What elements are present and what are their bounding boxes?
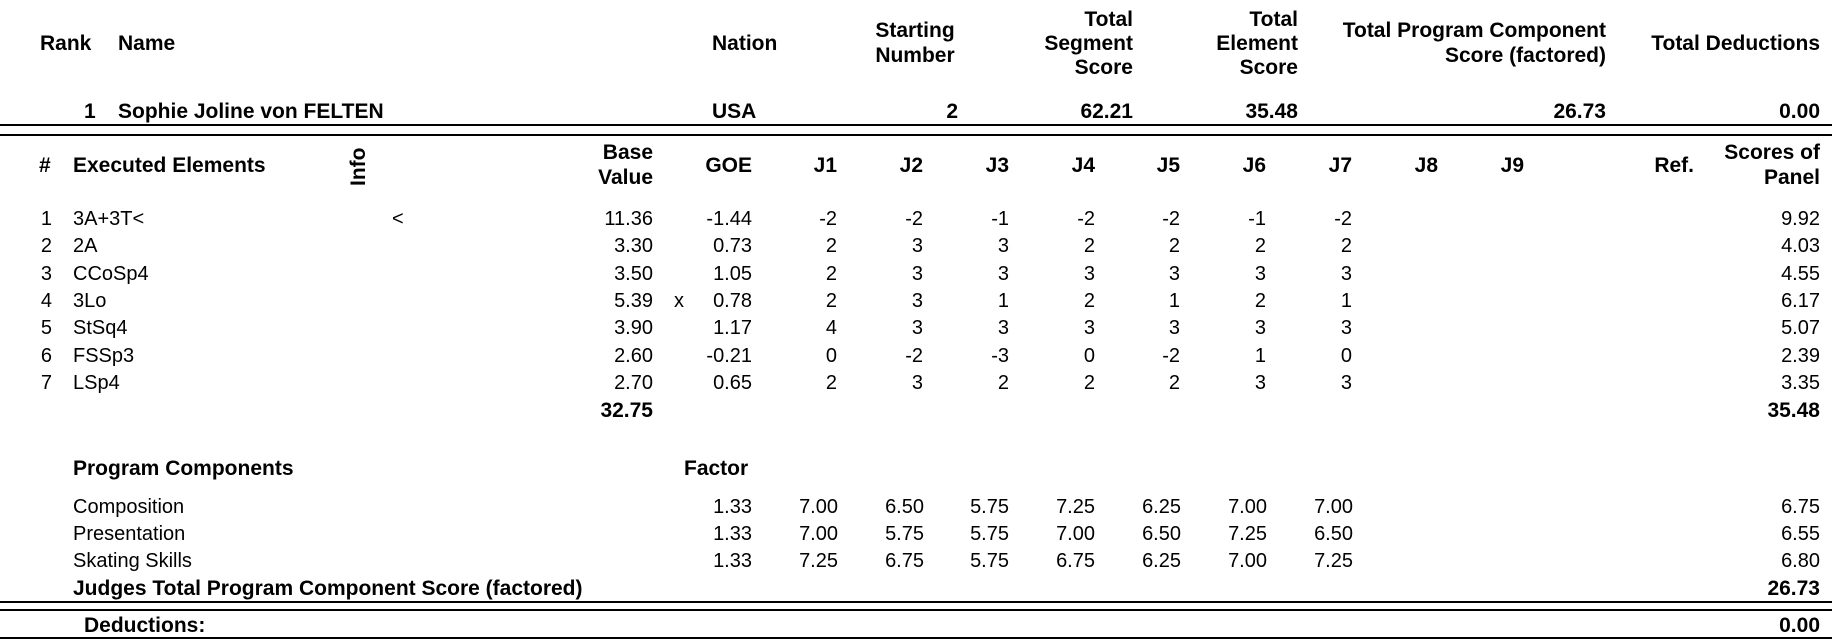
col-info-header: Info — [347, 147, 370, 186]
col-j3-header: J3 — [985, 154, 1009, 177]
element-judge-score: -1 — [991, 208, 1009, 230]
element-judge-score: -2 — [1162, 344, 1180, 367]
col-executed-elements-header: Executed Elements — [73, 154, 266, 177]
skater-element-score: 35.48 — [1245, 100, 1298, 123]
element-base-value: 5.39 — [614, 289, 653, 312]
col-base-value-header-line2: Value — [598, 166, 653, 189]
component-name: Skating Skills — [73, 550, 192, 572]
col-j1-header: J1 — [813, 154, 837, 177]
component-judge-score: 5.75 — [970, 523, 1009, 545]
element-panel-score: 9.92 — [1781, 208, 1820, 230]
component-judge-score: 5.75 — [970, 550, 1009, 572]
element-goe: 0.65 — [713, 371, 752, 394]
divider-line — [0, 637, 1832, 639]
col-panel-header-line2: Panel — [1763, 166, 1820, 189]
element-judge-score: 3 — [1168, 262, 1180, 285]
element-judge-score: 3 — [1340, 371, 1352, 394]
element-judge-score: 3 — [911, 289, 923, 312]
col-j5-header: J5 — [1156, 154, 1180, 177]
skater-deductions: 0.00 — [1779, 100, 1820, 123]
component-judge-score: 7.00 — [799, 496, 838, 518]
element-judge-score: 0 — [1340, 344, 1352, 367]
component-judge-score: 6.25 — [1142, 496, 1181, 518]
col-goe-header: GOE — [705, 154, 752, 177]
component-factor: 1.33 — [713, 496, 752, 518]
header-rank: Rank — [40, 32, 92, 55]
element-judge-score: 3 — [1340, 317, 1352, 340]
header-total-deductions: Total Deductions — [1651, 32, 1820, 55]
element-panel-score: 5.07 — [1781, 317, 1820, 340]
component-judge-score: 7.25 — [1314, 550, 1353, 572]
component-judge-score: 5.75 — [885, 523, 924, 545]
element-judge-score: 2 — [1254, 289, 1266, 312]
element-judge-score: 4 — [825, 317, 837, 340]
component-judge-score: 7.25 — [1056, 496, 1095, 518]
element-goe: -1.44 — [706, 208, 752, 230]
element-goe: 1.05 — [713, 262, 752, 285]
header-element-score-line1: Total — [1249, 8, 1298, 31]
element-judge-score: 1 — [1254, 344, 1266, 367]
col-panel-header-line1: Scores of — [1724, 141, 1820, 164]
element-judge-score: 2 — [1083, 289, 1095, 312]
component-judge-score: 6.75 — [1056, 550, 1095, 572]
divider-line — [0, 124, 1832, 126]
element-panel-score: 6.17 — [1781, 289, 1820, 312]
element-panel-score: 2.39 — [1781, 344, 1820, 367]
component-panel-score: 6.80 — [1781, 550, 1820, 572]
element-judge-score: 2 — [1083, 371, 1095, 394]
component-judge-score: 6.50 — [1314, 523, 1353, 545]
divider-line — [0, 601, 1832, 603]
element-judge-score: -3 — [991, 344, 1009, 367]
component-factor: 1.33 — [713, 550, 752, 572]
element-name: 3Lo — [73, 289, 107, 312]
elements-total-base: 32.75 — [600, 399, 653, 422]
element-base-value: 2.70 — [614, 371, 653, 394]
element-panel-score: 4.55 — [1781, 262, 1820, 285]
component-judge-score: 7.00 — [1228, 550, 1267, 572]
element-judge-score: -2 — [819, 208, 837, 230]
element-name: 3A+3T< — [73, 208, 145, 230]
element-judge-score: 2 — [825, 235, 837, 258]
header-name: Name — [118, 32, 176, 55]
element-judge-score: 2 — [1168, 235, 1180, 258]
divider-line — [0, 609, 1832, 611]
header-segment-score-line1: Total — [1084, 8, 1133, 31]
element-judge-score: -1 — [1248, 208, 1266, 230]
component-name: Composition — [73, 496, 185, 518]
component-judge-score: 7.00 — [1228, 496, 1267, 518]
element-judge-score: 2 — [1168, 371, 1180, 394]
deductions-value: 0.00 — [1779, 614, 1820, 637]
element-panel-score: 4.03 — [1781, 235, 1820, 258]
element-goe: 0.78 — [713, 289, 752, 312]
factor-heading: Factor — [684, 457, 749, 480]
col-j7-header: J7 — [1328, 154, 1352, 177]
element-judge-score: 2 — [825, 289, 837, 312]
element-judge-score: 1 — [1168, 289, 1180, 312]
header-pcs-line2: Score (factored) — [1444, 44, 1606, 67]
component-judge-score: 7.25 — [799, 550, 838, 572]
component-judge-score: 6.50 — [1142, 523, 1181, 545]
col-j6-header: J6 — [1242, 154, 1266, 177]
skater-segment-score: 62.21 — [1080, 100, 1133, 123]
divider-line — [0, 134, 1832, 136]
component-judge-score: 7.00 — [1056, 523, 1095, 545]
element-judge-score: 0 — [1083, 344, 1095, 367]
header-pcs-line1: Total Program Component — [1342, 19, 1606, 42]
element-base-value: 3.30 — [614, 235, 653, 258]
element-judge-score: -2 — [1077, 208, 1095, 230]
element-judge-score: 2 — [1083, 235, 1095, 258]
deductions-label: Deductions: — [84, 614, 206, 637]
element-number: 6 — [40, 344, 52, 367]
element-name: StSq4 — [73, 317, 128, 340]
component-judge-score: 5.75 — [970, 496, 1009, 518]
component-panel-score: 6.55 — [1781, 523, 1820, 545]
element-bonus-mark: x — [674, 289, 684, 312]
element-judge-score: 3 — [1083, 262, 1095, 285]
components-total-value: 26.73 — [1767, 577, 1820, 600]
element-goe: 0.73 — [713, 235, 752, 258]
col-number-header: # — [39, 154, 51, 177]
component-judge-score: 6.75 — [885, 550, 924, 572]
element-panel-score: 3.35 — [1781, 371, 1820, 394]
element-base-value: 2.60 — [614, 344, 653, 367]
element-judge-score: 2 — [825, 262, 837, 285]
element-judge-score: 1 — [997, 289, 1009, 312]
component-panel-score: 6.75 — [1781, 496, 1820, 518]
element-judge-score: 2 — [1340, 235, 1352, 258]
element-judge-score: 2 — [1254, 235, 1266, 258]
element-base-value: 11.36 — [604, 208, 653, 230]
element-judge-score: 3 — [911, 235, 923, 258]
header-starting-number-line1: Starting — [875, 19, 955, 42]
col-base-value-header-line1: Base — [602, 141, 653, 164]
element-judge-score: 3 — [1254, 262, 1266, 285]
skater-rank: 1 — [84, 100, 96, 123]
header-element-score-line2: Element — [1216, 32, 1298, 55]
element-judge-score: 3 — [997, 317, 1009, 340]
col-j9-header: J9 — [1500, 154, 1524, 177]
element-judge-score: -2 — [1334, 208, 1352, 230]
element-judge-score: 0 — [825, 344, 837, 367]
elements-total-panel: 35.48 — [1767, 399, 1820, 422]
element-name: CCoSp4 — [73, 262, 149, 285]
element-goe: 1.17 — [713, 317, 752, 340]
skater-pcs: 26.73 — [1553, 100, 1606, 123]
element-judge-score: 2 — [825, 371, 837, 394]
element-base-value: 3.50 — [614, 262, 653, 285]
component-judge-score: 7.00 — [799, 523, 838, 545]
element-number: 2 — [40, 235, 52, 258]
header-nation: Nation — [712, 32, 778, 55]
element-judge-score: 3 — [1168, 317, 1180, 340]
header-segment-score-line2: Segment — [1044, 32, 1133, 55]
components-total-label: Judges Total Program Component Score (factored) — [73, 577, 583, 600]
col-ref-header: Ref. — [1654, 154, 1694, 177]
component-judge-score: 7.25 — [1228, 523, 1267, 545]
element-judge-score: -2 — [1162, 208, 1180, 230]
element-judge-score: 3 — [1340, 262, 1352, 285]
component-judge-score: 6.25 — [1142, 550, 1181, 572]
skater-starting-number: 2 — [946, 100, 958, 123]
col-j2-header: J2 — [899, 154, 923, 177]
element-judge-score: -2 — [905, 208, 923, 230]
element-judge-score: 3 — [1254, 371, 1266, 394]
element-info: < — [392, 208, 404, 230]
component-name: Presentation — [73, 523, 186, 545]
element-judge-score: -2 — [905, 344, 923, 367]
element-number: 7 — [40, 371, 52, 394]
element-judge-score: 3 — [997, 262, 1009, 285]
element-number: 1 — [40, 208, 52, 230]
element-judge-score: 3 — [911, 317, 923, 340]
col-j8-header: J8 — [1414, 154, 1438, 177]
col-j4-header: J4 — [1071, 154, 1095, 177]
element-judge-score: 3 — [1083, 317, 1095, 340]
element-number: 4 — [40, 289, 52, 312]
element-goe: -0.21 — [706, 344, 752, 367]
element-number: 3 — [40, 262, 52, 285]
skater-nation: USA — [712, 100, 757, 123]
element-judge-score: 3 — [1254, 317, 1266, 340]
element-judge-score: 3 — [911, 371, 923, 394]
header-segment-score-line3: Score — [1074, 56, 1133, 79]
program-components-heading: Program Components — [73, 457, 294, 480]
element-name: FSSp3 — [73, 344, 135, 367]
component-factor: 1.33 — [713, 523, 752, 545]
header-element-score-line3: Score — [1239, 56, 1298, 79]
element-number: 5 — [40, 317, 52, 340]
component-judge-score: 6.50 — [885, 496, 924, 518]
component-judge-score: 7.00 — [1314, 496, 1353, 518]
element-base-value: 3.90 — [614, 317, 653, 340]
skater-name: Sophie Joline von FELTEN — [118, 100, 384, 123]
element-judge-score: 3 — [997, 235, 1009, 258]
element-judge-score: 2 — [997, 371, 1009, 394]
element-judge-score: 3 — [911, 262, 923, 285]
element-name: LSp4 — [73, 371, 120, 394]
element-judge-score: 1 — [1340, 289, 1352, 312]
header-starting-number-line2: Number — [875, 44, 955, 67]
element-name: 2A — [73, 235, 98, 258]
